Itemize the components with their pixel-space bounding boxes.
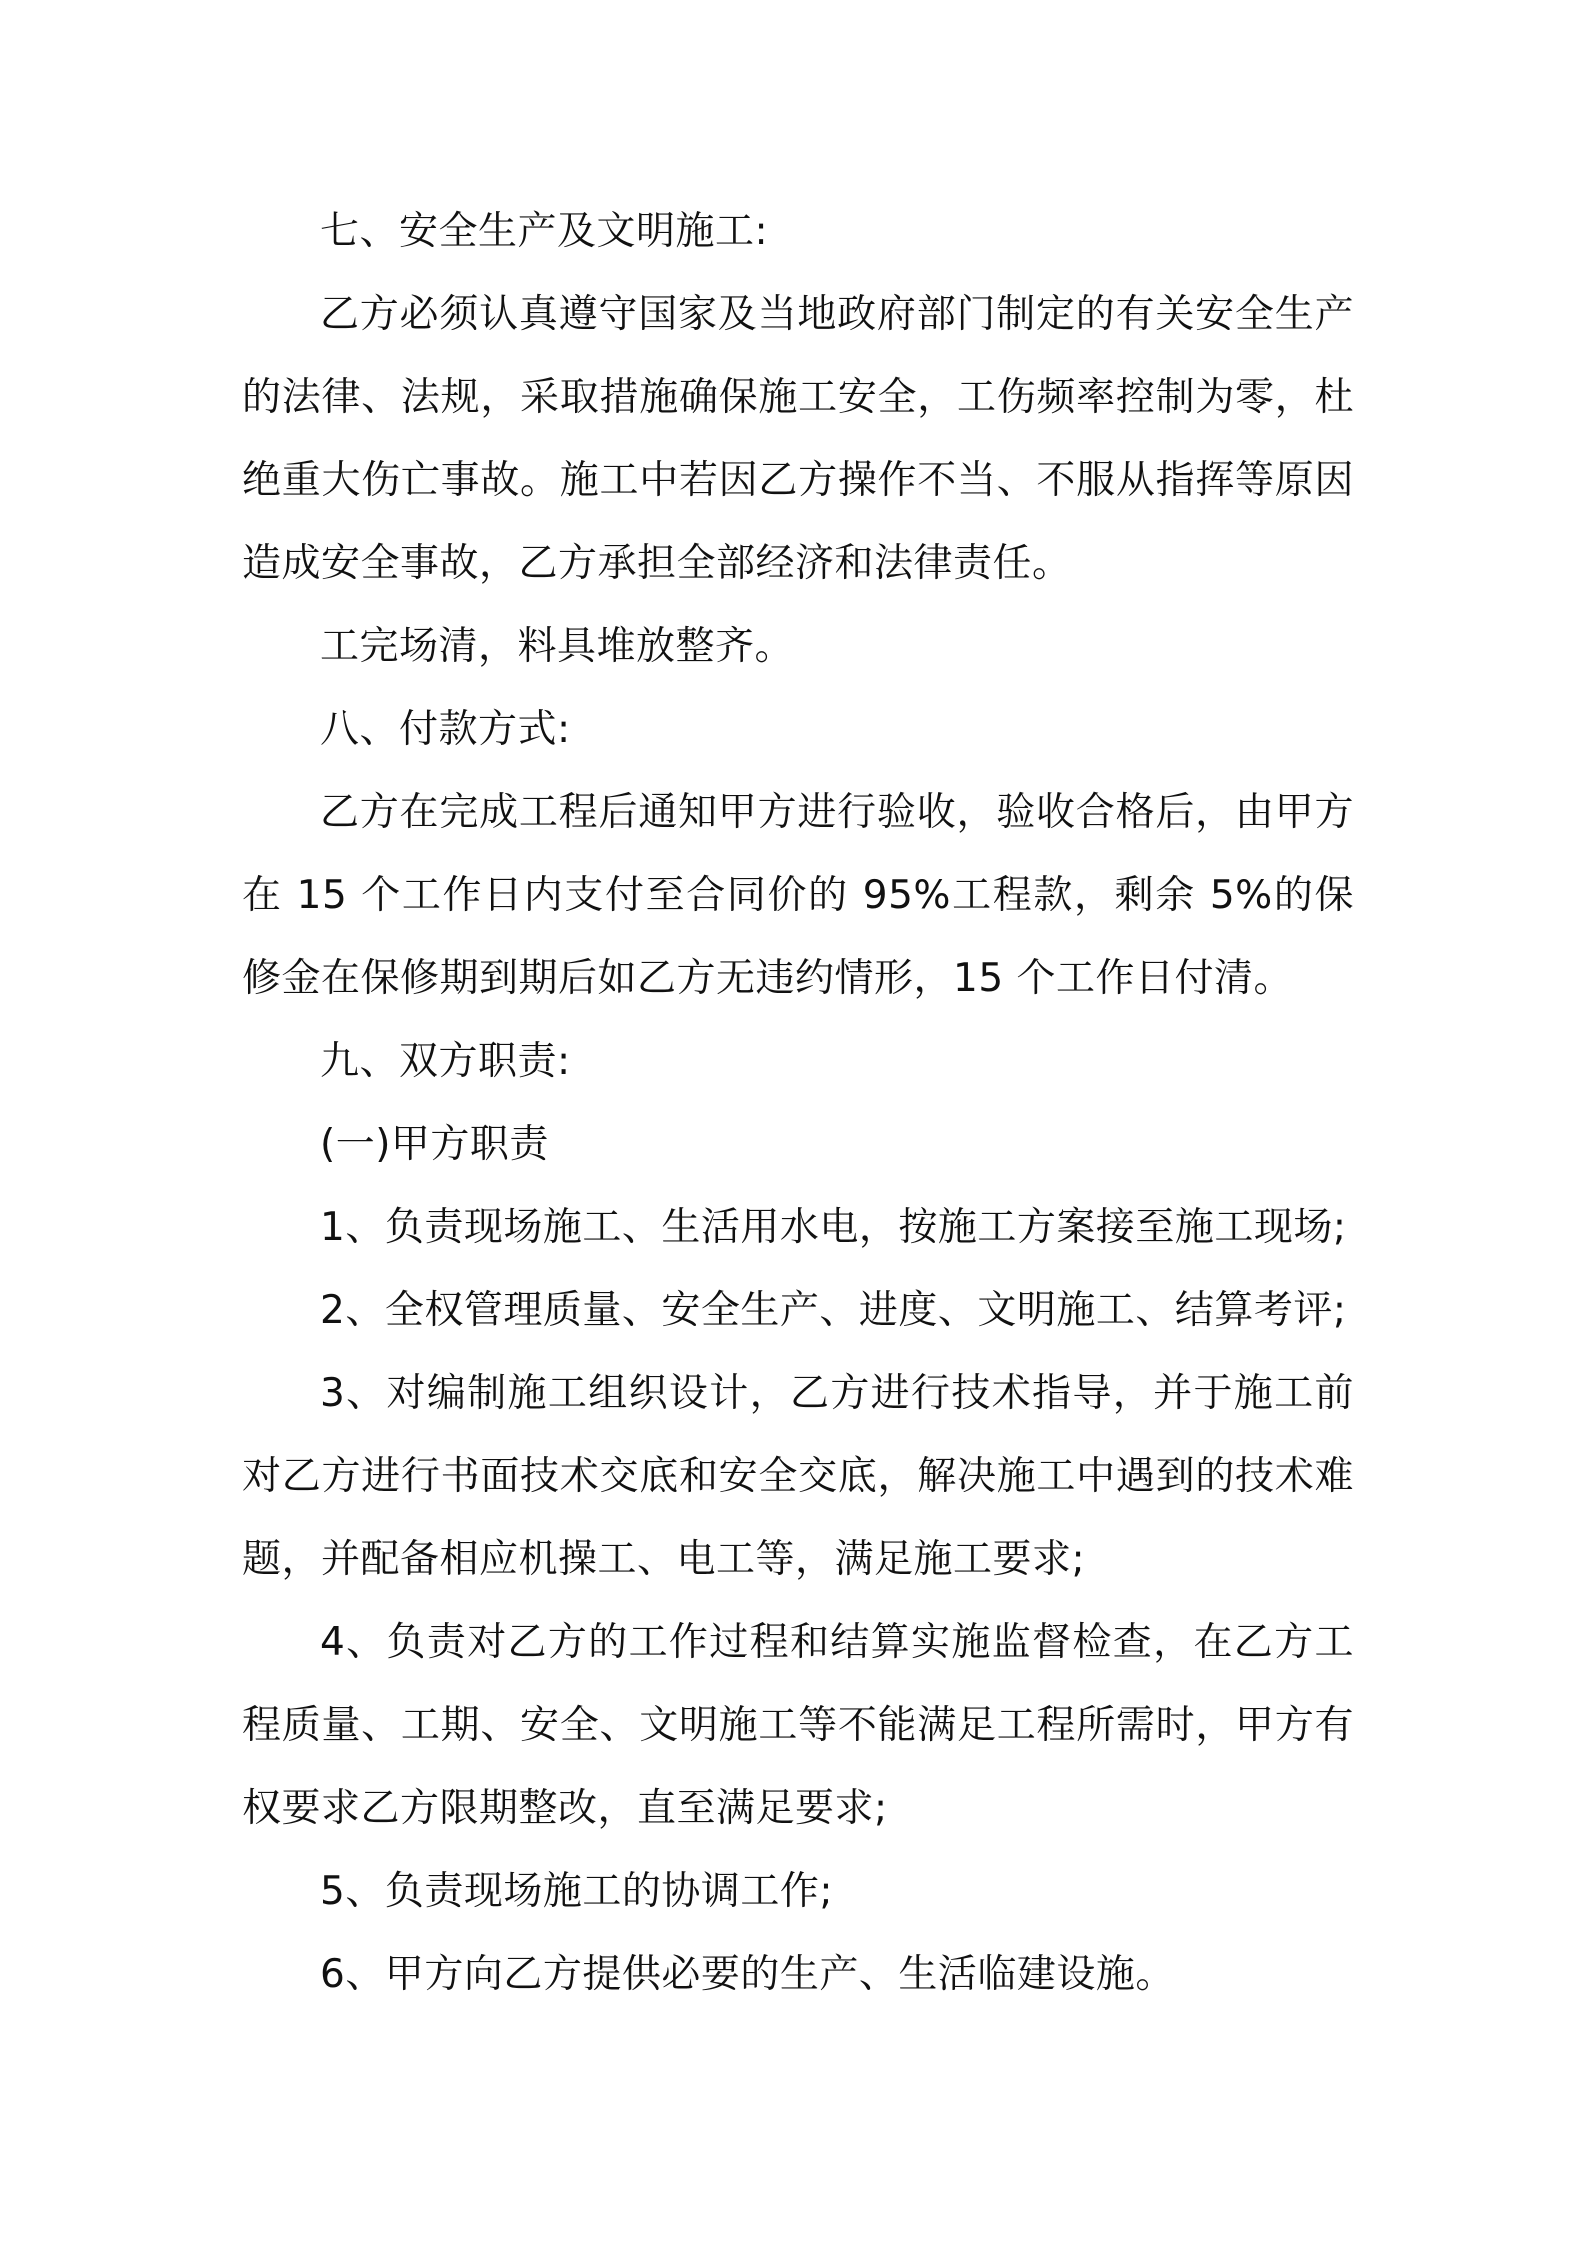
list-item-duty-5: 5、负责现场施工的协调工作; [320, 1869, 833, 1914]
list-item-duty-3: 3、对编制施工组织设计，乙方进行技术指导，并于施工前对乙方进行书面技术交底和安全交底，解决施工中遇到的技术难题，并配备相应机操工、电工等，满足施工要求; [242, 1371, 1354, 1582]
list-item-duty-6: 6、甲方向乙方提供必要的生产、生活临建设施。 [320, 1952, 1175, 1997]
section-heading-payment: 八、付款方式: [320, 707, 571, 752]
document-body [242, 190, 1354, 2016]
paragraph-safety-requirements: 乙方必须认真遵守国家及当地政府部门制定的有关安全生产的法律、法规，采取措施确保施工安全，工伤频率控制为零，杜绝重大伤亡事故。施工中若因乙方操作不当、不服从指挥等原因造成安全事故，乙方承担全部经济和法律责任。 [242, 292, 1354, 586]
paragraph-payment-terms: 乙方在完成工程后通知甲方进行验收，验收合格后，由甲方在 15 个工作日内支付至合同价的 95%工程款，剩余 5%的保修金在保修期到期后如乙方无违约情形，15 个工作日付清。 [242, 790, 1354, 1001]
section-heading-duties: 九、双方职责: [320, 1039, 571, 1084]
list-item-duty-2: 2、全权管理质量、安全生产、进度、文明施工、结算考评; [320, 1288, 1347, 1333]
list-item-duty-4: 4、负责对乙方的工作过程和结算实施监督检查，在乙方工程质量、工期、安全、文明施工等不能满足工程所需时，甲方有权要求乙方限期整改，直至满足要求; [242, 1620, 1354, 1831]
paragraph-site-cleanup: 工完场清，料具堆放整齐。 [320, 624, 795, 669]
list-item-duty-1: 1、负责现场施工、生活用水电，按施工方案接至施工现场; [320, 1205, 1347, 1250]
subsection-heading-party-a: (一)甲方职责 [320, 1122, 549, 1167]
section-heading-safety: 七、安全生产及文明施工: [320, 209, 769, 254]
